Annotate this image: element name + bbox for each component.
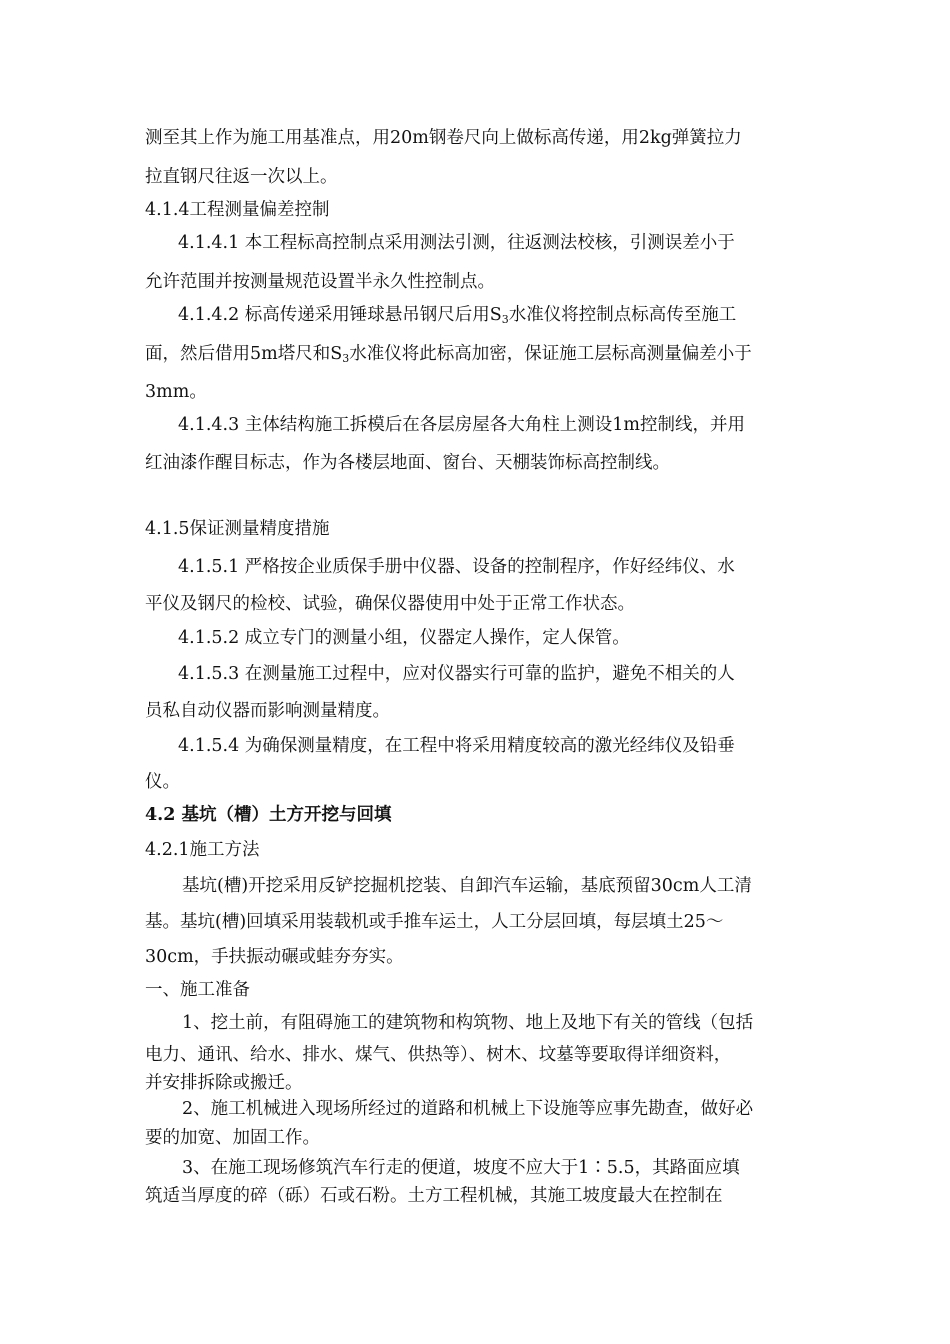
paragraph-line: 4.1.5.3 在测量施工过程中，应对仪器实行可靠的监护，避免不相关的人 [178,664,735,684]
text-segment: 面，然后借用5m塔尺和S [145,344,343,364]
paragraph-line: 电力、通讯、给水、排水、煤气、供热等）、树木、坟墓等要取得详细资料， [145,1045,732,1065]
section-heading-4-1-5: 4.1.5保证测量精度措施 [145,519,330,539]
section-heading-4-2-1: 4.2.1施工方法 [145,840,260,860]
subscript: 3 [501,313,509,326]
paragraph-line: 2、施工机械进入现场所经过的道路和机械上下设施等应事先勘查，做好必 [182,1099,754,1119]
paragraph-line: 3mm。 [145,382,207,402]
paragraph-line: 基坑(槽)开挖采用反铲挖掘机挖装、自卸汽车运输，基底预留30cm人工清 [182,876,752,896]
text-segment: 水准仪将此标高加密，保证施工层标高测量偏差小于 [349,344,752,364]
paragraph-line: 平仪及钢尺的检校、试验，确保仪器使用中处于正常工作状态。 [145,594,635,614]
paragraph-line: 允许范围并按测量规范设置半永久性控制点。 [145,272,495,292]
text-segment: 4.1.4.2 标高传递采用锤球悬吊钢尺后用S [178,305,502,325]
paragraph-line: 4.1.5.2 成立专门的测量小组，仪器定人操作，定人保管。 [178,628,630,648]
paragraph-line: 4.1.5.4 为确保测量精度，在工程中将采用精度较高的激光经纬仪及铅垂 [178,736,735,756]
paragraph-line: 测至其上作为施工用基准点，用20m钢卷尺向上做标高传递，用2kg弹簧拉力 [145,128,742,148]
paragraph-line: 1、挖土前，有阻碍施工的建筑物和构筑物、地上及地下有关的管线（包括 [182,1013,754,1033]
paragraph-line: 筑适当厚度的碎（砾）石或石粉。土方工程机械，其施工坡度最大在控制在 [145,1186,723,1206]
paragraph-line: 30cm，手扶振动碾或蛙夯夯实。 [145,947,404,967]
paragraph-line: 4.1.4.1 本工程标高控制点采用测法引测，往返测法校核，引测误差小于 [178,233,735,253]
paragraph-line: 红油漆作醒目标志，作为各楼层地面、窗台、天棚装饰标高控制线。 [145,453,670,473]
paragraph-line: 基。基坑(槽)回填采用装载机或手推车运土，人工分层回填，每层填土25～ [145,912,724,932]
paragraph-line: 拉直钢尺往返一次以上。 [145,167,338,187]
paragraph-line: 4.1.5.1 严格按企业质保手册中仪器、设备的控制程序，作好经纬仪、水 [178,557,735,577]
paragraph-line: 3、在施工现场修筑汽车行走的便道，坡度不应大于1∶5.5，其路面应填 [182,1158,740,1178]
paragraph-line [145,342,752,366]
subscript: 3 [342,352,350,365]
paragraph-line [178,303,736,327]
paragraph-line: 要的加宽、加固工作。 [145,1128,320,1148]
subsection-heading: 一、施工准备 [145,980,250,1000]
section-heading-4-1-4: 4.1.4工程测量偏差控制 [145,200,330,220]
text-segment: 水准仪将控制点标高传至施工 [508,305,737,325]
paragraph-line: 并安排拆除或搬迁。 [145,1073,303,1093]
paragraph-line: 仪。 [145,772,180,792]
paragraph-line: 4.1.4.3 主体结构施工拆模后在各层房屋各大角柱上测设1m控制线，并用 [178,415,746,435]
section-heading-4-2: 4.2 基坑（槽）土方开挖与回填 [145,805,392,825]
paragraph-line: 员私自动仪器而影响测量精度。 [145,701,390,721]
